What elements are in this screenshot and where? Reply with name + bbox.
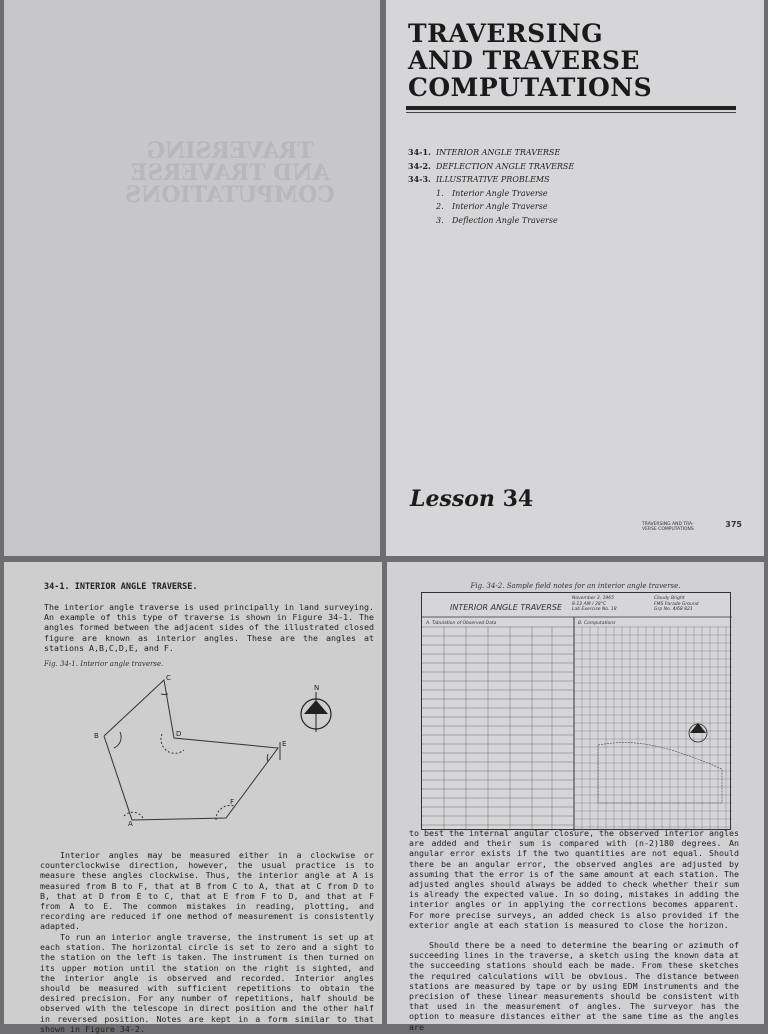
station-label-e: E: [282, 740, 287, 748]
toc-subitem: [408, 200, 574, 214]
notes-section-a: A. Tabulation of Observed Data: [426, 621, 497, 626]
lesson-heading: [410, 486, 533, 512]
text-page-right: [387, 562, 764, 1032]
field-notes-sheet: [421, 592, 731, 830]
station-label-a: A: [128, 820, 133, 828]
ghost-line-2: AND TRAVERSE: [130, 160, 330, 186]
title-line-1: TRAVERSING: [408, 19, 604, 48]
ghost-line-3: COMPUTATIONS: [125, 182, 335, 208]
notes-weather: Cloudy Bright: [654, 596, 685, 601]
angle-arc-a: [124, 812, 144, 820]
north-arrow-icon: [301, 692, 331, 732]
page-number: 375: [725, 520, 742, 529]
table-of-contents: [408, 146, 574, 228]
toc-sub-number: 3.: [436, 215, 444, 225]
toc-item: [408, 173, 574, 187]
toc-sub-label: Interior Angle Traverse: [452, 202, 548, 212]
body-paragraph: Interior angles may be measured either in a clockwise or counterclockwise direction, however, the usual practice is to measure these angles clockwise. Thus, the interior angle at A is measured from B to F, that at B from C to A, that at C from D to B, that at D from E to C, that at E from F to D, and that at F from A to E. The common mistakes in reading, plotting, and recording are reduced if one method of measurement is consistently adapted.: [40, 850, 374, 932]
toc-number: 34-1.: [408, 147, 431, 157]
angle-arc-e: [267, 754, 268, 762]
body-paragraph: To run an interior angle traverse, the instrument is set up at each station. The horizontal circle is set to zero and a sight to the station on the left is taken. The instrument is then turned on its upper motion until the station on the right is sighted, and the interior angle is observed and recorded. Interior angles should be measured with sufficient repetitions to obtain the desired precision. For any number of repetitions, half should be observed with the telescope in direct position and the other half in reversed position. Notes are kept in a form similar to that shown in Figure 34-2.: [40, 932, 374, 1034]
section-heading: 34-1. INTERIOR ANGLE TRAVERSE.: [44, 582, 198, 592]
ghost-line-1: TRAVERSING: [146, 138, 314, 164]
lesson-title-page: [386, 0, 764, 556]
title-line-2: AND TRAVERSE: [408, 46, 640, 75]
title-rule: [406, 106, 736, 110]
station-label-c: C: [166, 674, 171, 682]
toc-item: [408, 146, 574, 160]
toc-sub-label: Interior Angle Traverse: [452, 188, 548, 198]
bleed-through-title: [100, 140, 360, 206]
toc-label: INTERIOR ANGLE TRAVERSE: [436, 148, 561, 157]
notes-section-b: B. Computations: [578, 621, 616, 626]
north-label: N: [314, 684, 320, 692]
toc-item: [408, 160, 574, 174]
toc-label: DEFLECTION ANGLE TRAVERSE: [436, 161, 575, 171]
page-footer: [642, 522, 742, 532]
notes-location: FMS Parade Ground: [654, 601, 699, 607]
toc-subitem: [408, 214, 574, 228]
body-paragraph: The interior angle traverse is used principally in land surveying. An example of this type of traverse is shown in Figure 34-1. The angles formed between the adjacent sides of the illustrated closed figure are known as interior angles. These are the angles at stations A,B,C,D,E, and F.: [44, 602, 374, 653]
toc-sub-number: 2.: [436, 202, 444, 212]
page-title: [408, 20, 652, 101]
text-page-left: [4, 562, 382, 1034]
figure-caption: Fig. 34-2. Sample field notes for an interior angle traverse.: [470, 582, 681, 590]
field-notes-grid: [422, 593, 732, 831]
toc-label: ILLUSTRATIVE PROBLEMS: [436, 175, 550, 185]
title-line-3: COMPUTATIONS: [408, 73, 653, 102]
toc-number: 34-2.: [408, 160, 431, 171]
traverse-polygon: [104, 680, 278, 820]
body-paragraph: Should there be a need to determine the bearing or azimuth of succeeding lines in the traverse, a sketch using the known data at the succeeding stations should each be made. From these sketches the required calculations will be obvious. The distance between stations are measured by tape or by using EDM instruments and the precision of these linear measurements should be consistent with that used in the measurement of angles. The surveyor has the option to measure distances either at the same time as the angles are: [409, 940, 739, 1032]
sketch-outline: [598, 743, 722, 803]
field-notes-title: INTERIOR ANGLE TRAVERSE: [450, 603, 563, 612]
notes-exercise: Lab Exercise No. 18: [572, 607, 617, 612]
station-label-f: F: [230, 798, 235, 806]
figure-caption: Fig. 34-1. Interior angle traverse.: [44, 660, 164, 668]
notes-time: 8-12 AM / 28°C: [572, 601, 607, 607]
title-rule-thin: [406, 112, 736, 113]
angle-arc-c: [161, 694, 168, 695]
station-label-b: B: [94, 732, 99, 740]
body-paragraph: to best the internal angular closure, the observed interior angles are added and their sum is compared with (n-2)180 degrees. An angular error exists if the two quantities are not equal. Should there be an angular error, the observed angles are adjusted by assuming that the error is of the same amount at each station. The adjusted angles should always be added to check whether their sum is already the expected value. In so doing, mistakes in adding the interior angles or in applying the corrections becomes apparent. For more precise surveys, an added check is also provided if the exterior angle at each station is measured to close the horizon.: [409, 828, 739, 930]
toc-sub-label: Deflection Angle Traverse: [452, 215, 558, 225]
notes-group: Grp No. 4/68 821: [654, 607, 693, 612]
traverse-figure: [64, 670, 364, 830]
lesson-number: 34: [502, 486, 534, 512]
blank-verso-page: [4, 0, 380, 556]
lesson-word: Lesson: [410, 486, 495, 512]
notes-date: November 3, 1965: [572, 596, 615, 601]
toc-subitem: [408, 187, 574, 201]
toc-sub-number: 1.: [436, 188, 444, 198]
station-label-d: D: [176, 730, 182, 738]
angle-arc-b: [114, 732, 121, 748]
footer-running-title: TRAVERSING AND TRA- VERSE COMPUTATIONS: [642, 522, 694, 532]
toc-number: 34-3.: [408, 174, 431, 185]
